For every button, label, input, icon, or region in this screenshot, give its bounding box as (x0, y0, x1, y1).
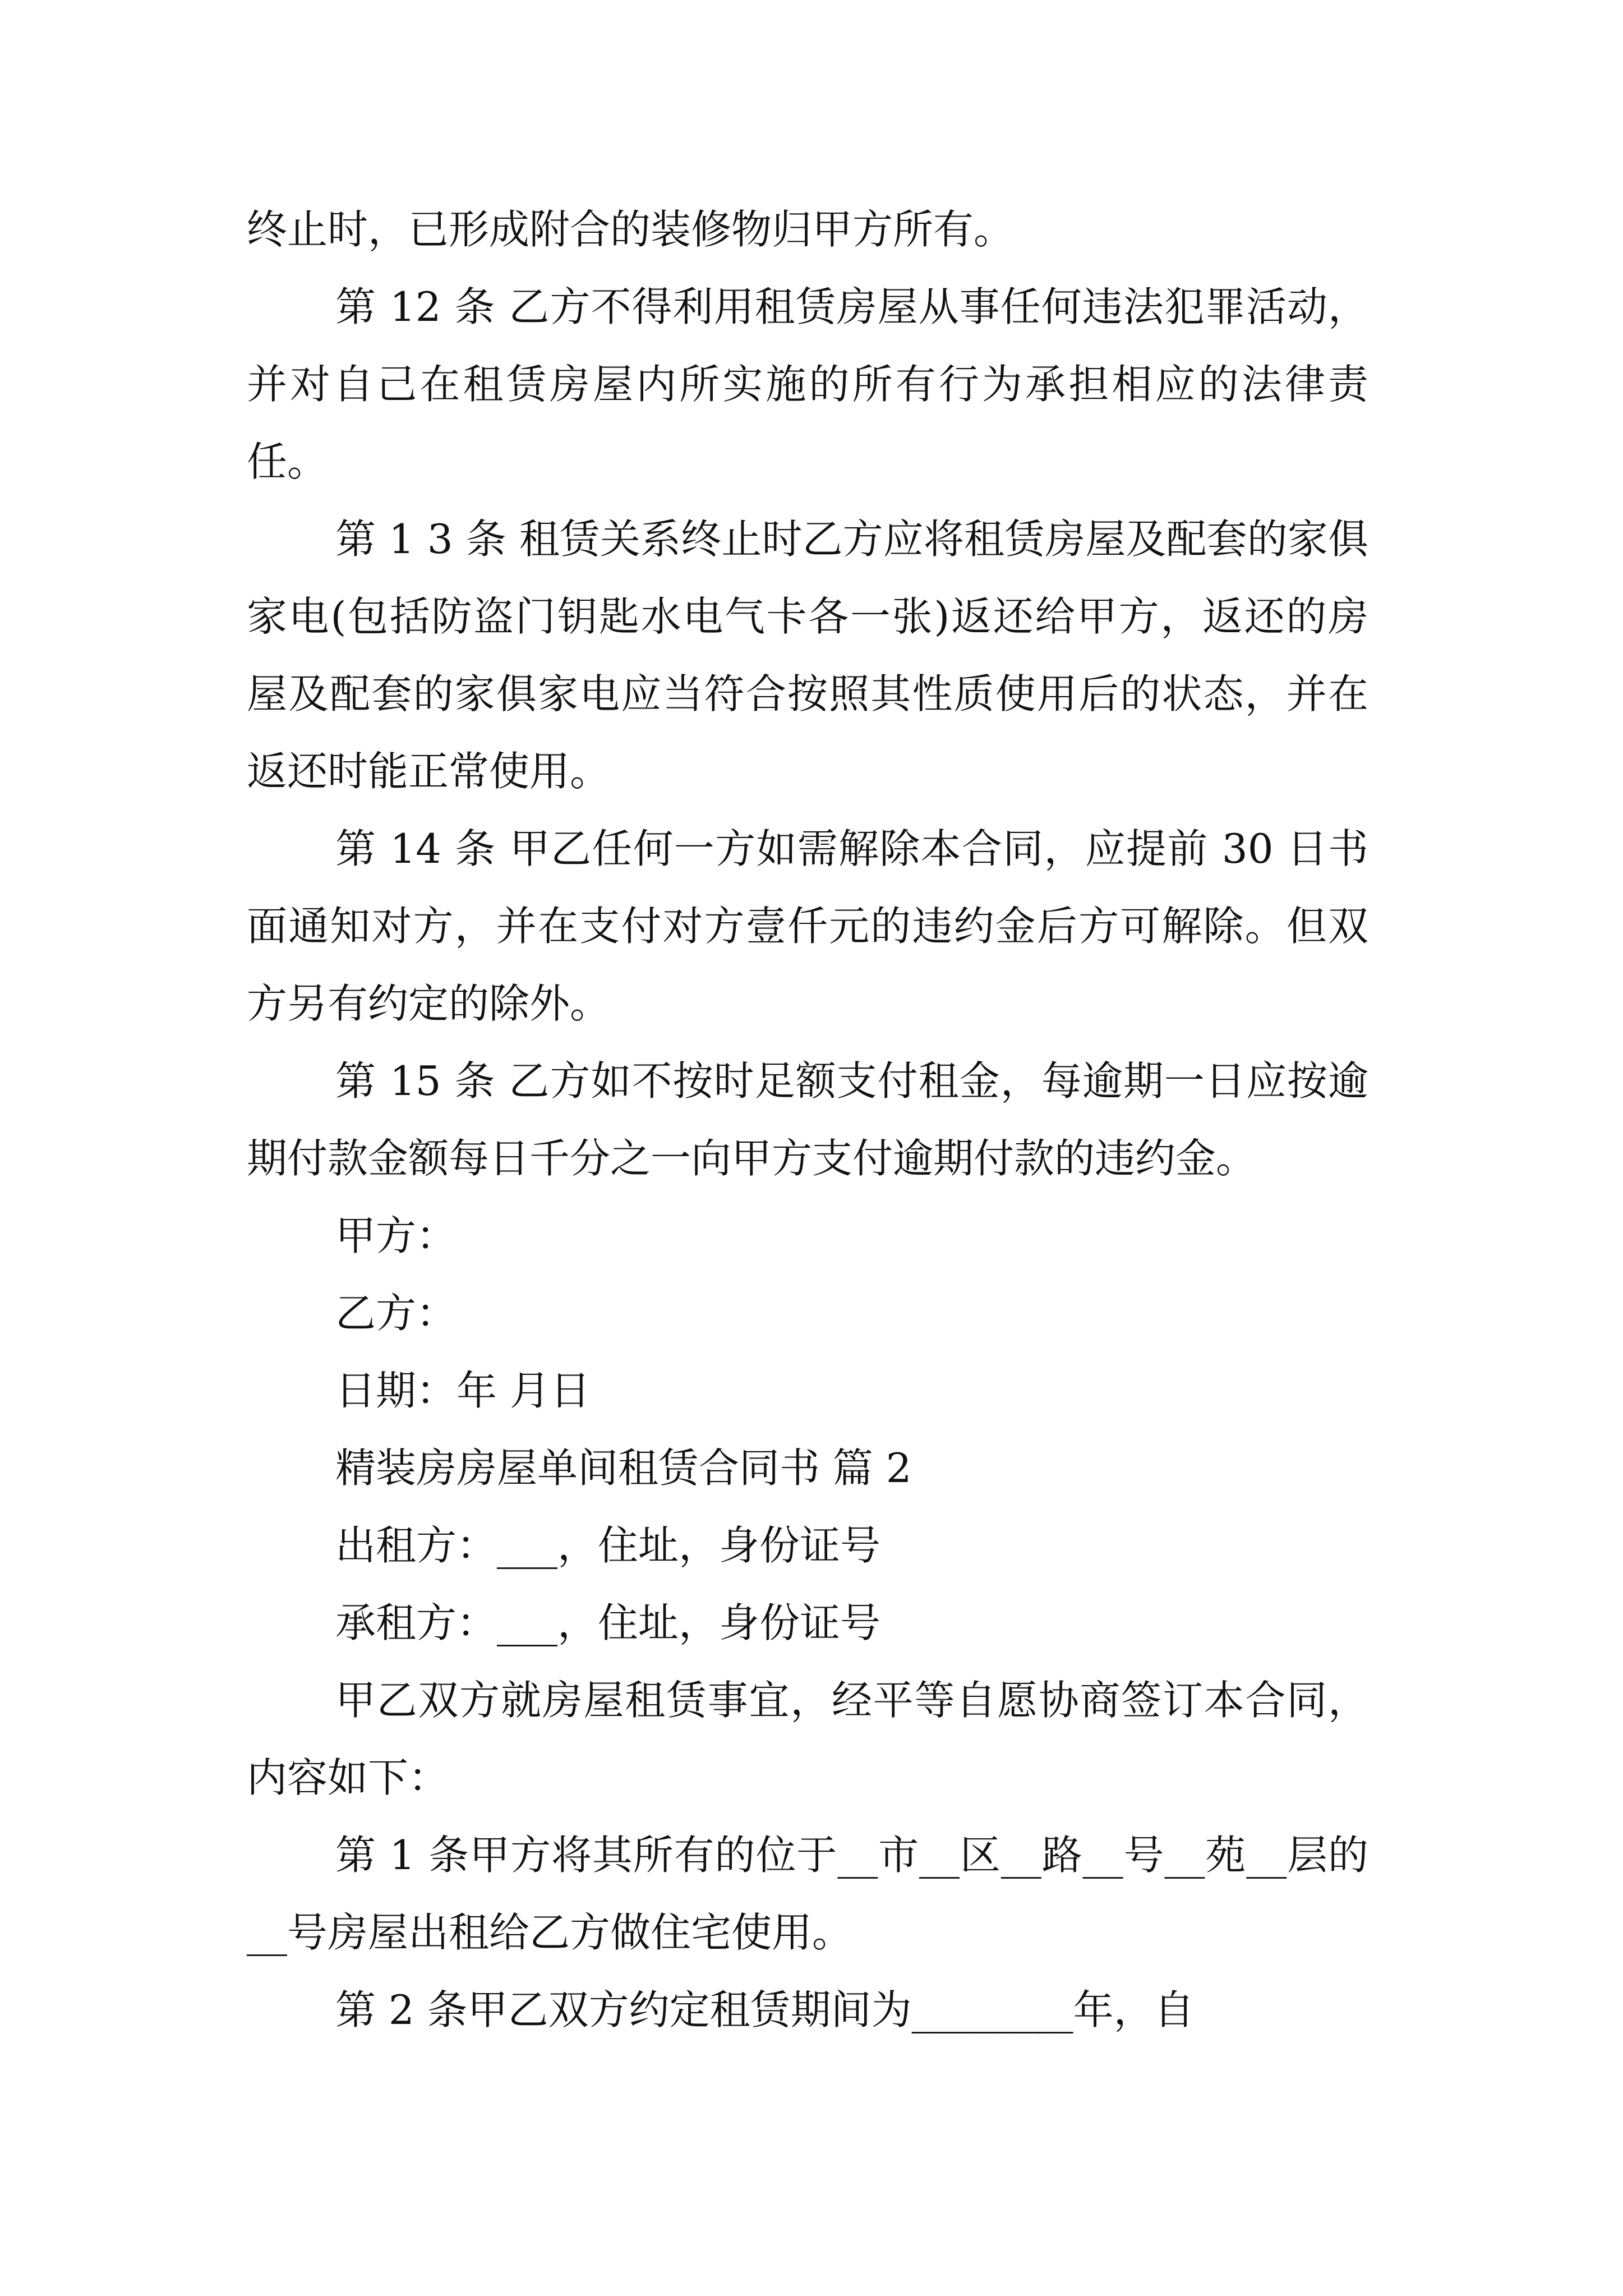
paragraph-article-12: 第 12 条 乙方不得利用租赁房屋从事任何违法犯罪活动，并对自己在租赁房屋内所实施的所有行为承担相应的法律责任。 (247, 283, 1368, 485)
paragraph-article-14: 第 14 条 甲乙任何一方如需解除本合同，应提前 30 日书面通知对方，并在支付对方壹仟元的违约金后方可解除。但双方另有约定的除外。 (247, 825, 1368, 1027)
paragraph-article-2: 第 2 条甲乙双方约定租赁期间为________年，自 (335, 1986, 1195, 2033)
paragraph-article-1: 第 1 条甲方将其所有的位于__市__区__路__号__苑__层的__号房屋出租给乙方做住宅使用。 (247, 1832, 1368, 1956)
document-page (247, 191, 1368, 2049)
signature-party-a: 甲方： (335, 1212, 457, 1259)
signature-party-b: 乙方： (335, 1290, 457, 1337)
paragraph-section-intro: 甲乙双方就房屋租赁事宜，经平等自愿协商签订本合同，内容如下： (247, 1677, 1368, 1801)
paragraph-article-15: 第 15 条 乙方如不按时足额支付租金，每逾期一日应按逾期付款金额每日千分之一向甲方支付逾期付款的违约金。 (247, 1057, 1368, 1182)
section-heading: 精装房房屋单间租赁合同书 篇 2 (335, 1444, 912, 1492)
paragraph-intro: 终止时，已形成附合的装修物归甲方所有。 (247, 206, 1015, 253)
lessor-line: 出租方：___，住址，身份证号 (335, 1522, 881, 1569)
signature-date: 日期：年 月日 (335, 1367, 591, 1414)
lessee-line: 承租方：___，住址，身份证号 (335, 1599, 881, 1646)
paragraph-article-13: 第 1 3 条 租赁关系终止时乙方应将租赁房屋及配套的家俱家电(包括防盗门钥匙水电气卡各一张)返还给甲方，返还的房屋及配套的家俱家电应当符合按照其性质使用后的状态，并在返还时能正常使用。 (247, 516, 1368, 795)
